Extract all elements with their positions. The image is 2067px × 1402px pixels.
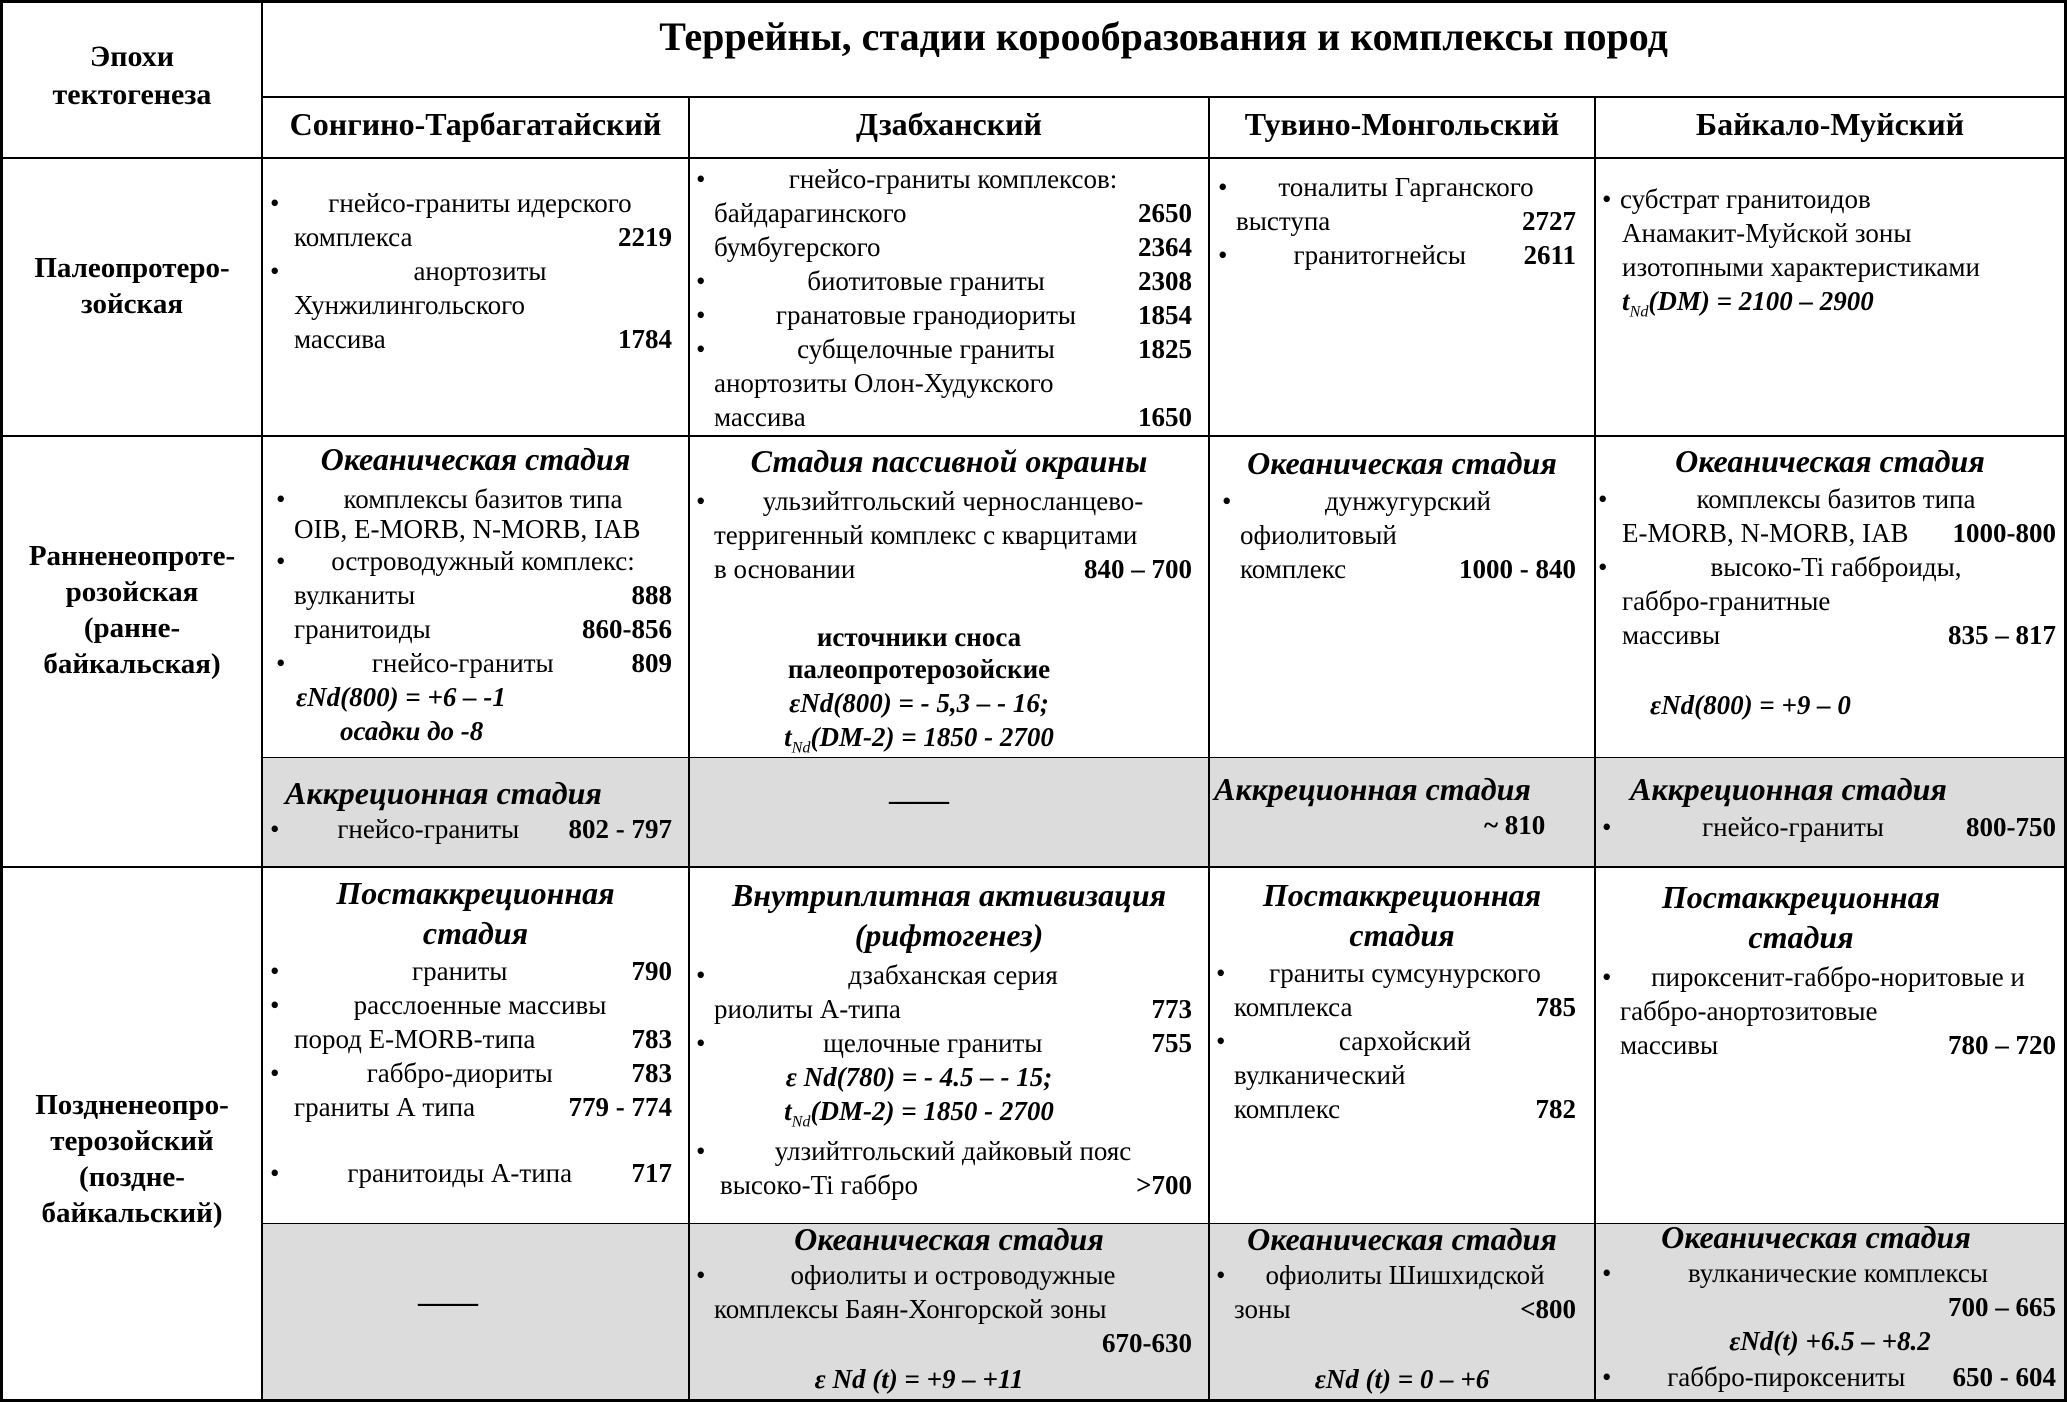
list-item: гранитоиды 860-856 <box>294 614 672 644</box>
stage-label: Океаническая стадия <box>1247 1221 1557 1257</box>
stage-label: Постаккреционная <box>1661 879 1941 915</box>
source-label: источники сноса <box>816 622 1022 652</box>
list-item: комплекса 2219 <box>294 222 672 252</box>
list-item: • габбро-диориты 783 <box>270 1056 672 1090</box>
list-item: • комплексы базитов типа <box>276 482 672 516</box>
list-item: габбро-анортозитовые <box>1620 996 1878 1026</box>
list-item: массива 1784 <box>294 324 672 354</box>
list-item: анортозиты Олон-Худукского <box>714 368 1054 398</box>
epoch-paleoproterozoic: Палеопротеро- зойская <box>34 252 230 320</box>
col-header-dzabkhan: Дзабханский <box>856 106 1042 142</box>
list-item: офиолитовый <box>1240 520 1397 550</box>
list-item: комплекса 785 <box>1234 992 1576 1022</box>
list-item: бумбугерского 2364 <box>714 232 1192 262</box>
list-item: • гранатовые гранодиориты 1854 <box>696 298 1192 332</box>
list-item: вулканический <box>1234 1060 1406 1090</box>
table-title: Террейны, стадии корообразования и комплексы пород <box>659 14 1668 59</box>
epoch-late-neoproterozoic: Поздненеопро- терозойский (поздне- байкальский) <box>35 1089 229 1229</box>
stage-label: Стадия пассивной окраины <box>750 443 1148 479</box>
list-item: E-MORB, N-MORB, IAB 1000-800 <box>1622 518 2056 548</box>
list-item: • габбро-пироксениты 650 - 604 <box>1602 1360 2056 1394</box>
source-label: палеопротерозойские <box>787 654 1051 684</box>
tdm-value: $t_{Nd}(DM) = 2100 - 2900$ <box>1622 286 1874 321</box>
list-item: зоны <800 <box>1234 1294 1576 1324</box>
list-item: Хунжилингольского <box>294 290 526 320</box>
list-item: • улзийтгольский дайковый пояс <box>696 1134 1192 1168</box>
list-item: выступа 2727 <box>1236 206 1576 236</box>
list-item: • высоко-Ti габброиды, <box>1598 550 2056 584</box>
list-item: вулканиты 888 <box>294 580 672 610</box>
epsilon-nd: εNd(800) = - 5,3 – - 16; <box>789 688 1049 718</box>
col-header-baikal: Байкало-Муйский <box>1695 106 1965 142</box>
list-item: • гранитогнейсы 2611 <box>1218 238 1576 272</box>
stage-label: Океаническая стадия <box>1247 445 1557 481</box>
list-item: • граниты 790 <box>270 954 672 988</box>
list-item: • сархойский <box>1216 1024 1576 1058</box>
list-item: • комплексы базитов типа <box>1598 482 2056 516</box>
list-item: OIB, E-MORB, N-MORB, IAB <box>294 514 641 544</box>
stage-label: Океаническая стадия <box>1661 1219 1971 1255</box>
stage-label: стадия <box>1349 917 1455 953</box>
list-item: • офиолиты и островодужные <box>696 1258 1192 1292</box>
stage-label: Аккреционная стадия <box>1630 771 1947 807</box>
list-item: 700 – 665 <box>1948 1292 2056 1322</box>
list-item: • расслоенные массивы <box>270 988 672 1022</box>
list-item: • ульзийтгольский черносланцево- <box>696 484 1192 518</box>
tdm-value: $t_{Nd}(DM-2) = 1850 - 2700$ <box>784 1096 1054 1131</box>
list-item: • биотитовые граниты 2308 <box>696 264 1192 298</box>
stage-label: стадия <box>422 915 529 951</box>
list-item: • офиолиты Шишхидской <box>1216 1258 1576 1292</box>
list-item: комплекс 782 <box>1234 1094 1576 1124</box>
list-item: • субстрат гранитоидов <box>1602 182 1871 216</box>
list-item: габбро-гранитные <box>1622 586 1831 616</box>
list-item: • анортозиты <box>270 254 672 288</box>
list-item: пород E-MORB-типа 783 <box>294 1024 672 1054</box>
list-item: • гнейсо-граниты 800-750 <box>1602 810 2056 844</box>
epsilon-nd: ε Nd(780) = - 4.5 – - 15; <box>785 1062 1053 1092</box>
col-header-tuva: Тувино-Монгольский <box>1244 106 1560 142</box>
list-item: 670-630 <box>1102 1328 1192 1358</box>
epsilon-nd: εNd(t) +6.5 – +8.2 <box>1729 1326 1931 1356</box>
epsilon-nd: εNd (t) = 0 – +6 <box>1314 1364 1490 1394</box>
list-item: массивы 835 – 817 <box>1622 620 2056 650</box>
list-item: • гнейсо-граниты идерского <box>270 186 672 220</box>
list-item: • гнейсо-граниты 802 - 797 <box>270 812 672 846</box>
list-item: • дунжугурский <box>1222 484 1576 518</box>
list-item: • дзабханская серия <box>696 958 1192 992</box>
stage-label: (рифтогенез) <box>854 917 1044 953</box>
list-item: • гнейсо-граниты комплексов: <box>696 162 1192 196</box>
stage-label: Океаническая стадия <box>1675 443 1985 479</box>
sediment-note: осадки до -8 <box>340 716 484 746</box>
stage-label: стадия <box>1748 919 1854 955</box>
epsilon-nd: εNd(800) = +6 – -1 <box>296 682 506 712</box>
list-item: Анамакит-Муйской зоны <box>1622 218 1912 248</box>
list-item: • тоналиты Гарганского <box>1218 170 1576 204</box>
epsilon-nd: ε Nd (t) = +9 – +11 <box>814 1364 1024 1394</box>
empty-dash: —— <box>889 784 949 817</box>
empty-dash: —— <box>418 1286 478 1319</box>
stage-label: Постаккреционная <box>336 875 615 911</box>
stage-label: Внутриплитная активизация <box>731 877 1167 913</box>
list-item: изотопными характеристиками <box>1622 252 1980 282</box>
stage-label: Аккреционная стадия <box>1214 771 1531 807</box>
list-item: • субщелочные граниты 1825 <box>696 332 1192 366</box>
list-item: риолиты А-типа 773 <box>714 994 1192 1024</box>
list-item: • островодужный комплекс: <box>276 544 672 578</box>
age-value: ~ 810 <box>1484 810 1546 840</box>
stage-label: Океаническая стадия <box>320 441 631 477</box>
list-item: граниты А типа 779 - 774 <box>294 1092 672 1122</box>
list-item: в основании 840 – 700 <box>714 554 1192 584</box>
list-item: комплекс 1000 - 840 <box>1240 554 1576 584</box>
list-item: • вулканические комплексы <box>1602 1256 2056 1290</box>
list-item: высоко-Ti габбро >700 <box>720 1170 1192 1200</box>
list-item: • граниты сумсунурского <box>1216 956 1576 990</box>
stage-label: Океаническая стадия <box>794 1221 1104 1257</box>
list-item: массивы 780 – 720 <box>1620 1030 2056 1060</box>
epochs-header: Эпохи тектогенеза <box>52 40 212 111</box>
stage-label: Аккреционная стадия <box>285 775 602 811</box>
list-item: байдарагинского 2650 <box>714 198 1192 228</box>
list-item: комплексы Баян-Хонгорской зоны <box>714 1294 1107 1324</box>
epsilon-nd: εNd(800) = +9 – 0 <box>1650 690 1851 720</box>
epoch-early-neoproterozoic: Раннeнеопроте- розойская (ранне- байкальская) <box>28 540 236 680</box>
list-item: • гнейсо-граниты 809 <box>276 646 672 680</box>
col-header-songino: Сонгино-Тарбагатайский <box>289 106 662 142</box>
list-item: • щелочные граниты 755 <box>696 1026 1192 1060</box>
list-item: терригенный комплекс с кварцитами <box>714 520 1138 550</box>
list-item: • гранитоиды А-типа 717 <box>270 1156 672 1190</box>
list-item: массива 1650 <box>714 402 1192 432</box>
list-item: • пироксенит-габбро-норитовые и <box>1602 960 2056 994</box>
tdm-value: $t_{Nd}(DM-2) = 1850 - 2700$ <box>784 722 1054 757</box>
stage-label: Постаккреционная <box>1262 877 1542 913</box>
